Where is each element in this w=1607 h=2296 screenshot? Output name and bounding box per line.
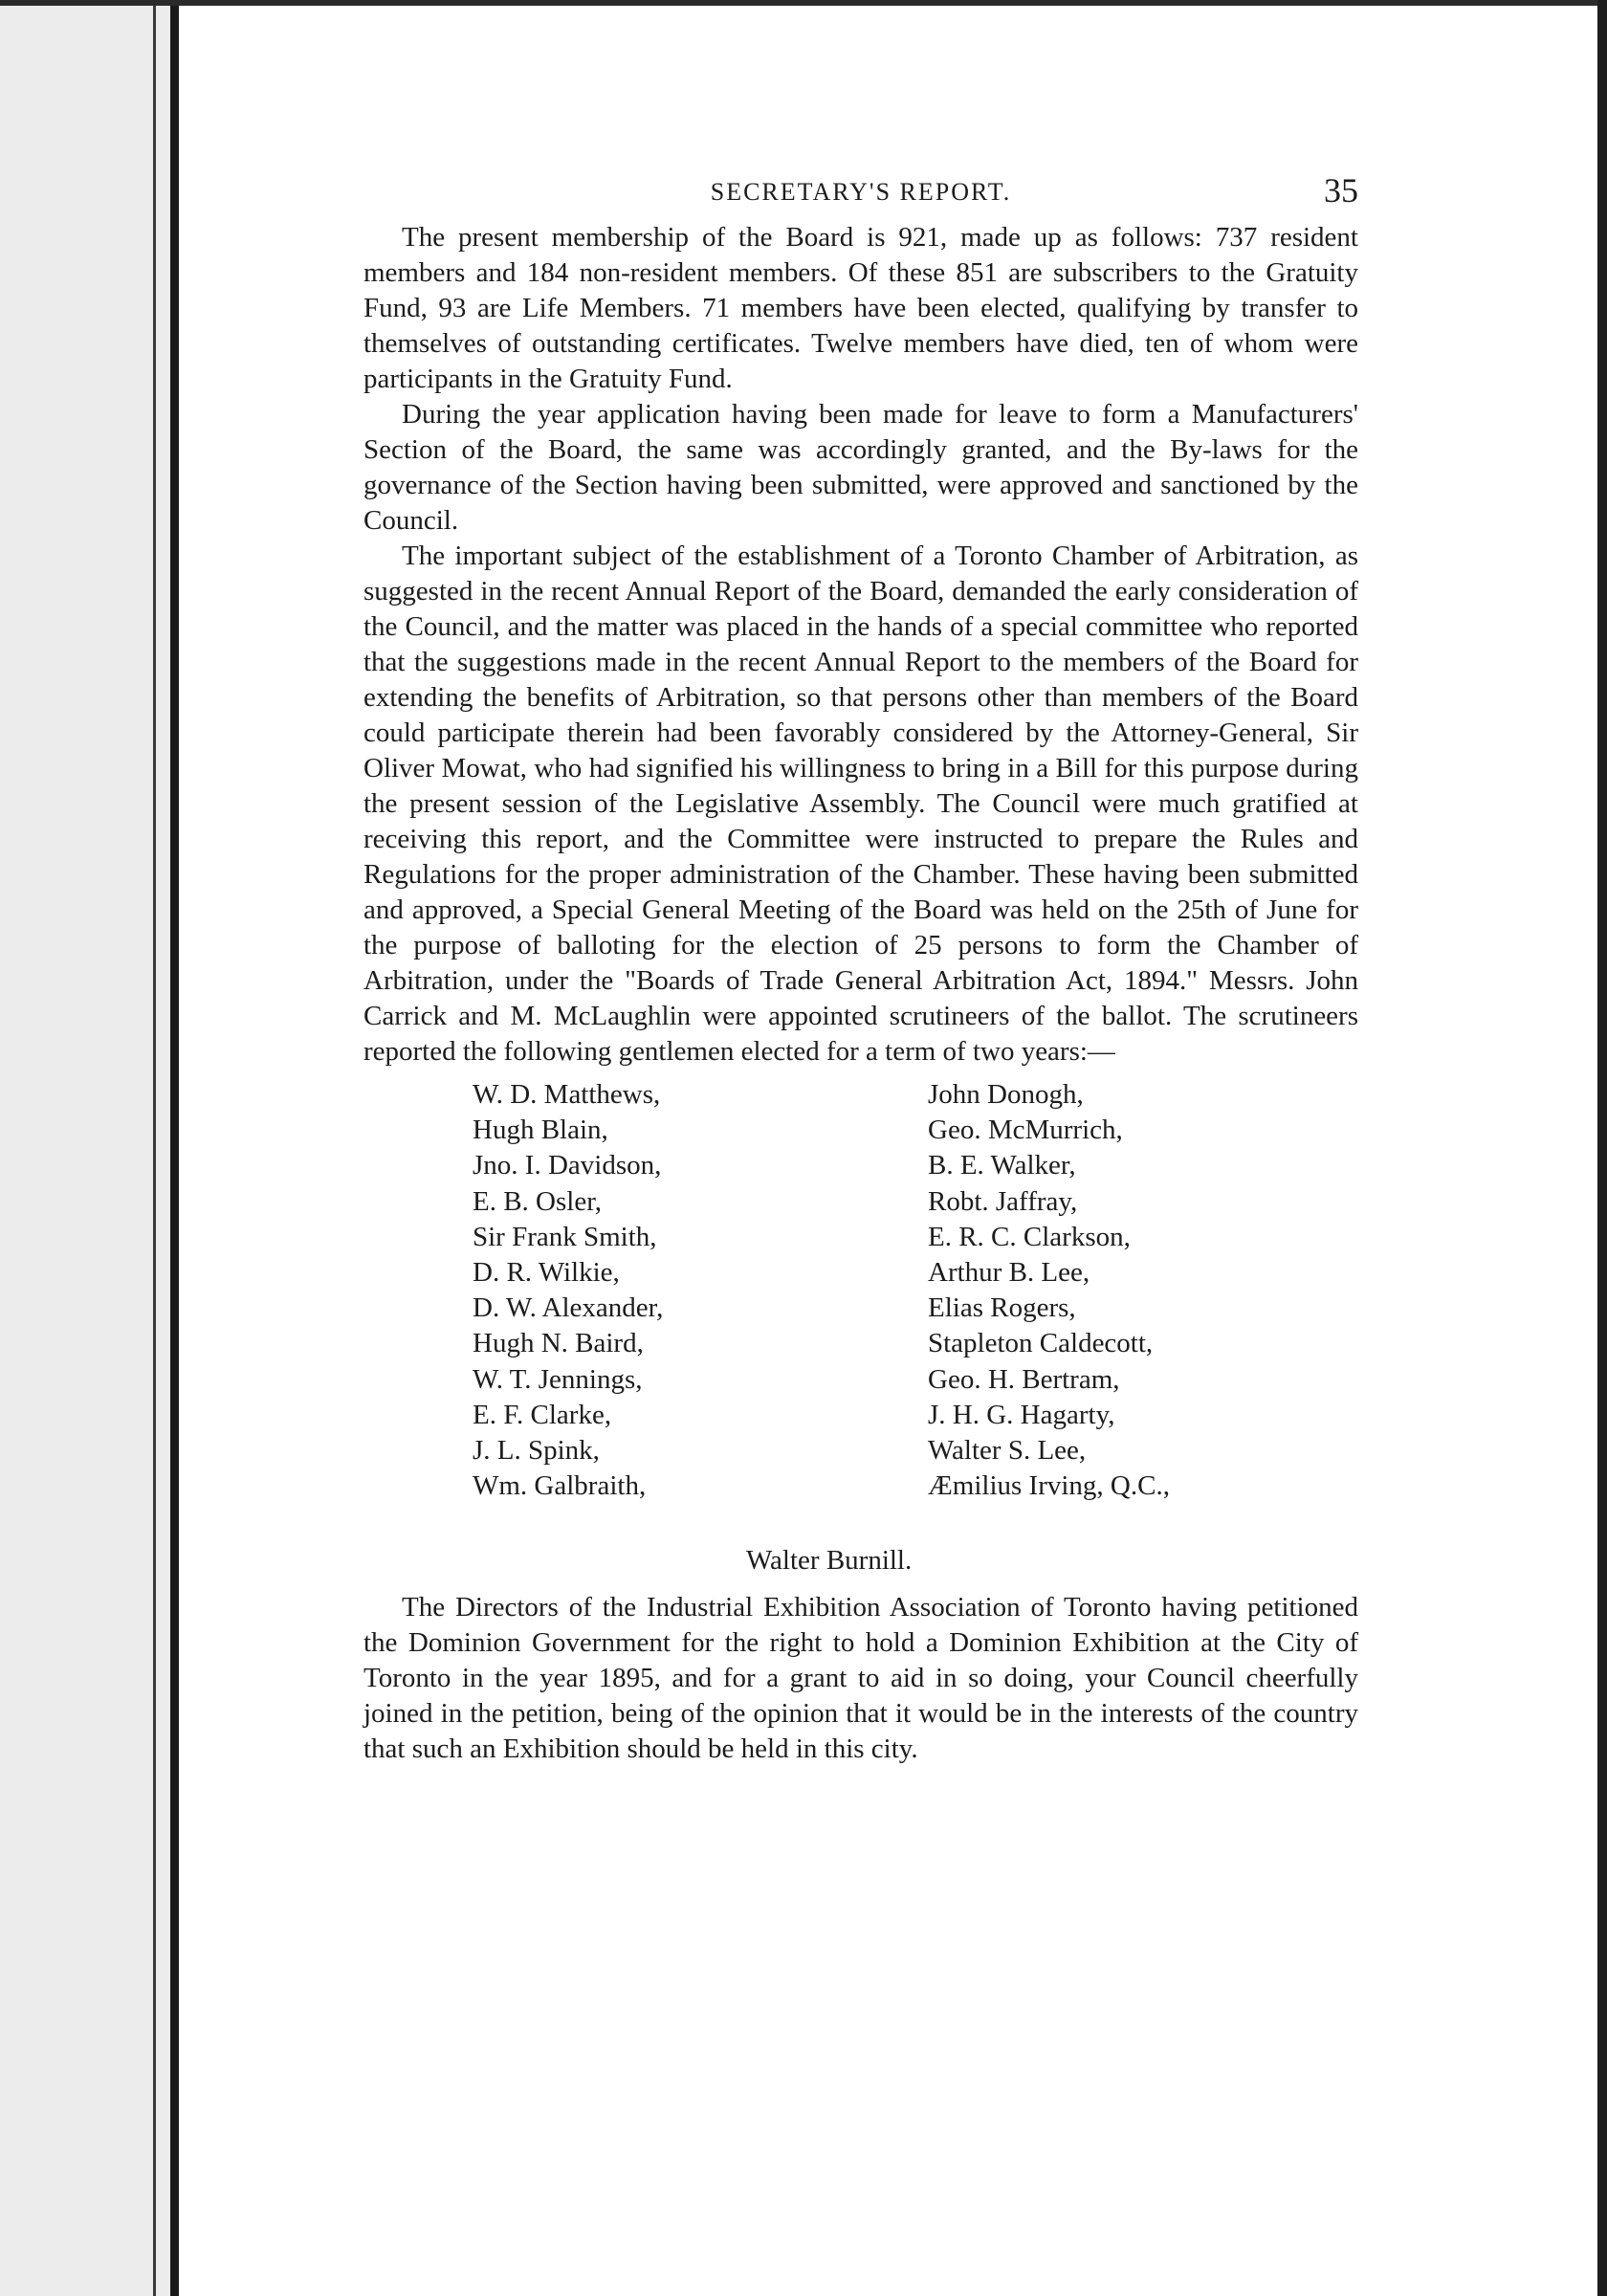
scan-right-edge	[1597, 0, 1607, 2296]
member-name: J. H. G. Hagarty,	[928, 1399, 1115, 1430]
page-number: 35	[1324, 171, 1358, 210]
member-name: Geo. H. Bertram,	[928, 1363, 1120, 1395]
member-name: E. F. Clarke,	[473, 1399, 612, 1430]
member-name: D. W. Alexander,	[473, 1292, 664, 1324]
member-name-final: Walter Burnill.	[746, 1545, 913, 1576]
elected-members-list	[363, 1077, 1358, 1584]
member-name: W. D. Matthews,	[473, 1079, 661, 1110]
member-name: D. R. Wilkie,	[473, 1257, 620, 1289]
paragraph-dominion-exhibition: The Directors of the Industrial Exhibition Association of Toronto having petitioned the Dominion Government for the right to hold a Dominion Exhibition at the City of Toronto in the year 1895, and for a grant to aid in so doing, your Council cheerfully joined in the petition, being of the opinion that it would be in the interests of the country that such an Exhibition should be held in this city.	[363, 1592, 1358, 1764]
member-name: Walter S. Lee,	[928, 1435, 1087, 1467]
member-name: Stapleton Caldecott,	[928, 1328, 1154, 1359]
running-title: SECRETARY'S REPORT.	[710, 178, 1012, 206]
scan-left-margin	[0, 0, 172, 2296]
member-name: W. T. Jennings,	[473, 1363, 643, 1395]
member-name: B. E. Walker,	[928, 1150, 1076, 1181]
paragraph-chamber-of-arbitration: The important subject of the establishment of a Toronto Chamber of Arbitration, as suggested in the recent Annual Report of the Board, demanded the early consideration of the Council, and the matter was placed in the hands of a special committee who reported that the suggestions made in the recent Annual Report to the members of the Board for extending the benefits of Arbitration, so that persons other than members of the Board could participate therein had been favorably considered by the Attorney-General, Sir Oliver Mowat, who had signified his willingness to bring in a Bill for this purpose during the present session of the Legislative Assembly. The Council were much gratified at receiving this report, and the Committee were instructed to prepare the Rules and Regulations for the proper administration of the Chamber. These having been submitted and approved, a Special General Meeting of the Board was held on the 25th of June for the purpose of balloting for the election of 25 persons to form the Chamber of Arbitration, under the "Boards of Trade General Arbitration Act, 1894." Messrs. John Carrick and M. McLaughlin were appointed scrutineers of the ballot. The scrutineers reported the following gentlemen elected for a term of two years:—	[363, 541, 1358, 1067]
member-name: Hugh Blain,	[473, 1115, 608, 1146]
scan-binding-edge	[170, 0, 179, 2296]
member-name: E. R. C. Clarkson,	[928, 1221, 1131, 1252]
member-name: John Donogh,	[928, 1079, 1084, 1110]
member-name: Hugh N. Baird,	[473, 1328, 644, 1359]
elected-members-right-column	[928, 1077, 1349, 1504]
scan-top-edge	[0, 0, 1607, 6]
member-name: Geo. McMurrich,	[928, 1115, 1123, 1146]
member-name: Wm. Galbraith,	[473, 1470, 647, 1502]
book-page	[363, 163, 1358, 1767]
member-name: Elias Rogers,	[928, 1292, 1076, 1324]
elected-members-left-column	[473, 1077, 893, 1504]
member-name: Arthur B. Lee,	[928, 1257, 1090, 1289]
member-name: Robt. Jaffray,	[928, 1185, 1078, 1217]
member-name: E. B. Osler,	[473, 1185, 602, 1217]
paragraph-membership: The present membership of the Board is 921, made up as follows: 737 resident members and 184 non-resident members. Of these 851 are subscribers to the Gratuity Fund, 93 are Life Members. 71 members have been elected, qualifying by transfer to themselves of outstanding certificates. Twelve members have died, ten of whom were participants in the Gratuity Fund.	[363, 222, 1358, 394]
member-name: Jno. I. Davidson,	[473, 1150, 662, 1181]
scan-binding-shadow	[153, 0, 156, 2296]
running-head	[363, 163, 1358, 220]
member-name: Sir Frank Smith,	[473, 1221, 657, 1252]
paragraph-manufacturers-section: During the year application having been made for leave to form a Manufacturers' Section of the Board, the same was accordingly granted, and the By-laws for the governance of the Section having been submitted, were approved and sanctioned by the Council.	[363, 399, 1358, 536]
member-name: Æmilius Irving, Q.C.,	[928, 1470, 1170, 1502]
member-name: J. L. Spink,	[473, 1435, 600, 1467]
